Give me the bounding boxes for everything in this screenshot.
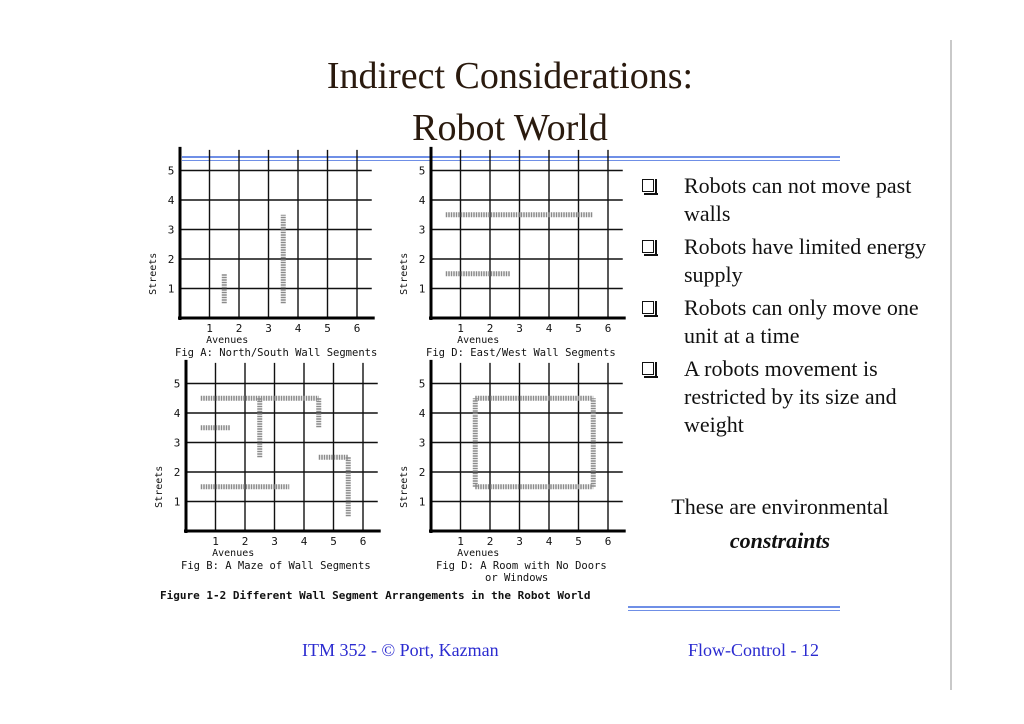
right-edge-line: [950, 40, 952, 690]
panel-caption: Fig D: East/West Wall Segments: [426, 347, 616, 359]
x-tick-label: 4: [300, 535, 308, 548]
bullet-item: [640, 172, 930, 228]
y-tick-label: 3: [173, 436, 181, 450]
title-rule-bottom: [182, 160, 840, 161]
panel-caption-2: or Windows: [485, 572, 549, 584]
checkbox-bullet-icon: [642, 362, 654, 375]
bullet-list: [640, 172, 930, 444]
x-tick-label: 3: [516, 535, 523, 548]
x-tick-label: 4: [545, 535, 553, 548]
x-tick-label: 3: [265, 322, 272, 335]
y-axis-label: Streets: [399, 465, 410, 508]
bullet-text: Robots can only move one unit at a time: [684, 295, 919, 348]
x-tick-label: 1: [206, 322, 213, 335]
x-tick-label: 3: [516, 322, 523, 335]
y-tick-label: 2: [418, 253, 426, 266]
x-tick-label: 6: [604, 322, 612, 335]
x-tick-label: 2: [241, 535, 249, 548]
checkbox-bullet-icon: [642, 301, 654, 314]
y-tick-label: 3: [167, 223, 175, 237]
y-tick-label: 1: [173, 495, 181, 509]
x-tick-label: 6: [604, 535, 612, 548]
y-tick-label: 4: [418, 194, 426, 207]
panel-caption: Fig A: North/South Wall Segments: [175, 347, 378, 359]
slide-title-line1: Indirect Considerations:: [326, 55, 694, 97]
environment-emphasis: constraints: [729, 528, 831, 553]
x-tick-label: 4: [294, 322, 302, 335]
bullet-text: Robots have limited energy supply: [684, 234, 927, 287]
x-tick-label: 1: [457, 535, 464, 548]
panel-caption: Fig B: A Maze of Wall Segments: [181, 560, 371, 572]
x-tick-label: 2: [486, 535, 494, 548]
y-tick-label: 3: [418, 223, 426, 237]
y-tick-label: 2: [418, 466, 426, 479]
x-axis-label: Avenues: [457, 335, 500, 346]
x-tick-label: 5: [330, 535, 337, 548]
x-tick-label: 1: [457, 322, 464, 335]
x-tick-label: 1: [212, 535, 219, 548]
bullet-text: A robots movement is restricted by its size and weight: [684, 356, 897, 437]
environment-text: These are environmental: [671, 494, 889, 519]
x-tick-label: 2: [235, 322, 243, 335]
environment-note: [640, 490, 920, 558]
x-axis-label: Avenues: [206, 335, 249, 346]
y-axis-label: Streets: [154, 465, 165, 508]
panel-caption: Fig D: A Room with No Doors: [436, 560, 607, 572]
x-tick-label: 2: [486, 322, 494, 335]
footer-right: Flow-Control - 12: [688, 640, 820, 660]
y-tick-label: 5: [173, 377, 181, 391]
title-rule-top: [182, 156, 840, 158]
robot-world-figure-svg: [148, 164, 630, 608]
x-tick-label: 6: [353, 322, 361, 335]
y-tick-label: 1: [418, 495, 426, 509]
y-tick-label: 3: [418, 436, 426, 450]
y-axis-label: Streets: [399, 252, 410, 295]
y-tick-label: 2: [173, 466, 181, 479]
bullet-text: Robots can not move past walls: [684, 173, 912, 226]
y-tick-label: 4: [167, 194, 175, 207]
y-tick-label: 5: [167, 164, 175, 178]
y-tick-label: 1: [167, 282, 175, 296]
slide-title-line2: Robot World: [412, 107, 608, 149]
y-tick-label: 5: [418, 377, 426, 391]
checkbox-bullet-icon: [642, 179, 654, 192]
y-tick-label: 4: [173, 407, 181, 420]
bullet-item: [640, 355, 930, 439]
footer-left: ITM 352 - © Port, Kazman: [302, 640, 499, 660]
bottom-rule-top: [628, 606, 840, 608]
x-tick-label: 5: [575, 535, 582, 548]
y-tick-label: 2: [167, 253, 175, 266]
robot-world-figure: [148, 164, 630, 608]
x-tick-label: 5: [324, 322, 331, 335]
x-tick-label: 3: [271, 535, 278, 548]
bottom-rule-bottom: [628, 610, 840, 611]
x-tick-label: 6: [359, 535, 367, 548]
figure-caption: Figure 1-2 Different Wall Segment Arrangements in the Robot World: [160, 589, 591, 602]
y-tick-label: 5: [418, 164, 426, 178]
y-axis-label: Streets: [148, 252, 159, 295]
y-tick-label: 4: [418, 407, 426, 420]
bullet-item: [640, 233, 930, 289]
y-tick-label: 1: [418, 282, 426, 296]
x-tick-label: 5: [575, 322, 582, 335]
bullet-item: [640, 294, 930, 350]
x-axis-label: Avenues: [212, 548, 255, 559]
x-axis-label: Avenues: [457, 548, 500, 559]
x-tick-label: 4: [545, 322, 553, 335]
checkbox-bullet-icon: [642, 240, 654, 253]
